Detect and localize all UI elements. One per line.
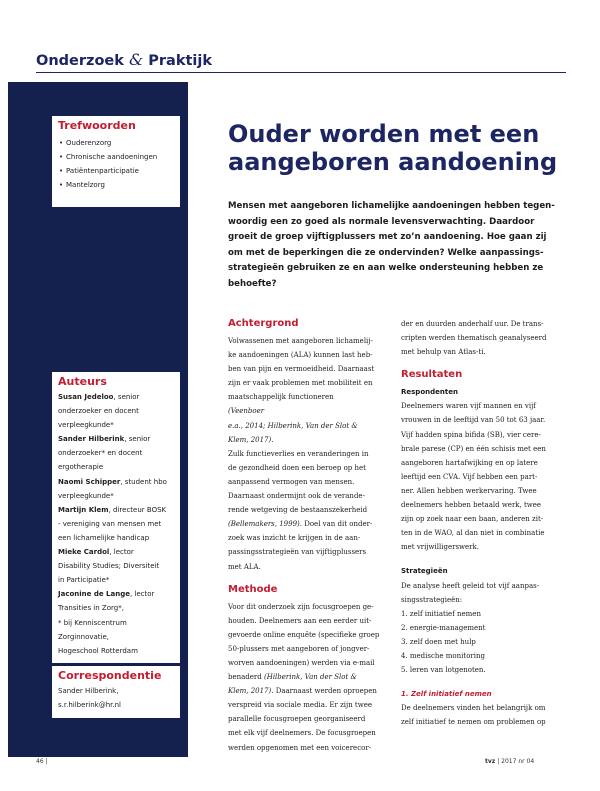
list-item: 2. energie-management — [401, 623, 486, 632]
lead-line: groeit de groep vijftigplussers met zo’n aandoening. Hoe gaan zij — [228, 232, 547, 242]
authors-list — [52, 389, 180, 658]
text-line: zijn op zoek naar een baan, anderen zit- — [401, 515, 544, 524]
text-line: houden. Deelnemers aan een eerder uit- — [228, 616, 372, 625]
text-line: zoek was inzicht te krijgen in de aan- — [228, 534, 361, 543]
column-left — [228, 317, 396, 755]
text-line: ben van pijn en vermoeidheid. Daarnaast — [228, 365, 375, 374]
author-line — [58, 630, 180, 644]
text-line: aanpassend vermogen van mensen. — [228, 477, 355, 486]
author-line — [58, 559, 180, 573]
list-item: 4. medische monitoring — [401, 651, 485, 660]
text-line — [228, 517, 396, 531]
footer-page — [36, 758, 48, 765]
author-role: ergotherapie — [58, 463, 104, 472]
section-title-part2: Praktijk — [148, 53, 213, 69]
text-line: 50-plussers met aangeboren of jongver- — [228, 644, 370, 653]
keywords-title: Trefwoorden — [58, 119, 136, 132]
text-line: singsstrategieën: — [401, 595, 463, 604]
author-line — [58, 601, 180, 615]
text-fragment: Doel van dit onder- — [302, 520, 373, 529]
article-title-line: Ouder worden met een — [228, 120, 540, 148]
text-line: zelf initiatief te nemen om problemen op — [401, 718, 546, 727]
author-line — [58, 404, 180, 418]
text-line — [228, 670, 396, 684]
header-rule — [36, 72, 566, 73]
text-line: verspreid via sociale media. Er zijn twee — [228, 701, 373, 710]
author-line — [58, 616, 180, 630]
strategy-list — [401, 607, 569, 677]
author-role: onderzoeker* en docent — [58, 449, 143, 458]
list-item: 1. zelf initiatief nemen — [401, 609, 481, 618]
text-fragment: benaderd — [228, 673, 264, 682]
section-title — [36, 50, 212, 69]
author-role: verpleegkunde* — [58, 491, 114, 500]
subheading-zelf-initiatief: 1. Zelf initiatief nemen — [401, 690, 492, 699]
text-fragment: Daarnaast werden oproepen — [273, 687, 377, 696]
author-line — [58, 587, 180, 601]
journal-name: tvz — [485, 758, 496, 765]
author-role: , senior — [113, 393, 140, 401]
text-line — [228, 684, 396, 698]
author-role: onderzoeker en docent — [58, 407, 139, 416]
correspondence-lines — [52, 683, 180, 712]
text-line: maatschappelijk functioneren — [228, 393, 334, 402]
author-name: Naomi Schipper — [58, 477, 121, 486]
column-right — [401, 317, 569, 729]
section-title-part1: Onderzoek — [36, 53, 124, 69]
author-line — [58, 446, 180, 460]
author-line — [58, 517, 180, 531]
section-header — [0, 45, 600, 73]
section-title-amp: & — [128, 50, 144, 69]
text-line: Zulk functieverlies en veranderingen in — [228, 449, 369, 458]
text-line: Voor dit onderzoek zijn focusgroepen ge- — [228, 602, 374, 611]
lead-line: strategieën gebruiken ze en aan welke ondersteuning hebben ze — [228, 263, 544, 273]
author-line — [58, 418, 180, 432]
list-item: 5. leren van lotgenoten. — [401, 666, 486, 675]
zelf-initiatief-paragraph — [401, 701, 569, 729]
keyword-item: • Patiëntenparticipatie — [59, 164, 180, 178]
author-name: Sander Hilberink — [58, 435, 125, 444]
subheading-respondenten: Respondenten — [401, 388, 458, 397]
author-role: Zorginnovatie, — [58, 632, 110, 641]
article-lead — [228, 199, 568, 292]
lead-line: woordig een zo goed als normale levensverwachting. Daardoor — [228, 216, 535, 227]
text-line: werden opgenomen met een voicerecor- — [228, 743, 372, 752]
text-line: rende wetgeving de bestaanszekerheid — [228, 506, 368, 515]
keyword-item: • Mantelzorg — [59, 178, 180, 192]
text-line: ten in de WAO, al dan niet in combinatie — [401, 529, 545, 538]
text-line: gevoerde online enquête (specifieke groep — [228, 630, 380, 639]
heading-achtergrond: Achtergrond — [228, 318, 299, 329]
correspondence-email: s.r.hilberink@hr.nl — [58, 701, 121, 710]
text-line: zijn er vaak problemen met mobiliteit en — [228, 379, 373, 388]
authors-title: Auteurs — [58, 375, 107, 388]
author-line — [58, 475, 180, 489]
author-role: * bij Kenniscentrum — [58, 618, 127, 627]
text-line — [228, 419, 396, 433]
methode-paragraph-end — [228, 698, 396, 754]
text-line — [228, 404, 396, 418]
heading-resultaten: Resultaten — [401, 369, 463, 381]
authors-box — [52, 372, 180, 663]
text-line: ke aandoeningen (ALA) kunnen last heb- — [228, 351, 373, 360]
citation: (Veenboer — [228, 407, 265, 416]
text-line: brale parese (CP) en één schisis met een — [401, 444, 546, 453]
methode-paragraph — [228, 600, 396, 670]
text-line: Daarnaast ondermijnt ook de verande- — [228, 492, 365, 501]
author-line — [58, 531, 180, 545]
author-role: Transities in Zorg*, — [58, 604, 124, 613]
author-role: Disability Studies; Diversiteit — [58, 562, 160, 571]
author-role: verpleegkunde* — [58, 421, 114, 430]
author-name: Susan Jedeloo — [58, 393, 114, 401]
citation: (Bellemakers, 1999). — [228, 520, 302, 529]
strategieen-paragraph — [401, 579, 569, 607]
lead-line: behoefte? — [228, 278, 277, 289]
text-line: met ALA. — [228, 562, 261, 571]
text-line: deelnemers hebben betaald werk, twee — [401, 501, 542, 510]
footer-separator: | — [45, 758, 48, 765]
text-line: met vrijwilligerswerk. — [401, 543, 479, 552]
text-line: parallelle focusgroepen georganiseerd — [228, 715, 366, 724]
footer-journal — [485, 758, 534, 765]
correspondence-name: Sander Hilberink, — [58, 687, 119, 695]
text-line: der en duurden anderhalf uur. De trans- — [401, 320, 544, 328]
author-role: , senior — [124, 435, 151, 444]
respondenten-paragraph — [401, 399, 569, 554]
keyword-item: • Ouderenzorg — [59, 136, 180, 150]
author-role: , directeur BOSK — [108, 505, 167, 514]
achtergrond-paragraph-2 — [228, 447, 396, 517]
text-line: met elk vijf deelnemers. De focusgroepen — [228, 729, 376, 738]
achtergrond-paragraph-2-end — [228, 531, 396, 573]
text-line: leeftijd een CVA. Vijf hebben een part- — [401, 472, 538, 481]
author-line — [58, 489, 180, 503]
footer-separator: | — [497, 758, 500, 765]
author-role: , lector — [129, 590, 155, 599]
article-title-line: aangeboren aandoening — [228, 148, 558, 176]
author-role: - vereniging van mensen met — [58, 519, 162, 528]
author-role: , lector — [109, 548, 134, 557]
author-line — [58, 573, 180, 587]
author-line — [58, 390, 180, 404]
journal-issue: 2017 nr 04 — [501, 758, 535, 765]
citation: Klem, 2017). — [228, 435, 274, 444]
page-number: 46 — [36, 758, 44, 765]
correspondence-box — [52, 666, 180, 718]
author-role: Hogeschool Rotterdam — [58, 646, 138, 655]
text-line: De deelnemers vinden het belangrijk om — [401, 704, 546, 713]
text-line: met behulp van Atlas-ti. — [401, 348, 486, 357]
citation: (Hilberink, Van der Slot & — [263, 673, 357, 682]
author-name: Martijn Klem — [58, 505, 109, 514]
article-title — [228, 120, 588, 176]
text-line: vrouwen in de leeftijd van 50 tot 63 jaar. — [401, 416, 546, 425]
author-role: een lichamelijke handicap — [58, 533, 150, 542]
text-line: worven aandoeningen) werden via e-mail — [228, 658, 375, 667]
keyword-item: • Chronische aandoeningen — [59, 150, 180, 164]
citation: Klem, 2017). — [228, 687, 274, 696]
heading-methode: Methode — [228, 583, 278, 595]
lead-line: Mensen met aangeboren lichamelijke aandoeningen hebben tegen- — [228, 201, 555, 211]
author-line — [58, 432, 180, 446]
text-line: ner. Allen hebben werkervaring. Twee — [401, 486, 537, 495]
author-name: Mieke Cardol — [58, 548, 110, 557]
methode-continuation — [401, 317, 569, 359]
author-line — [58, 644, 180, 658]
author-line — [58, 503, 180, 517]
author-line — [58, 545, 180, 559]
author-name: Jaconine de Lange — [58, 590, 130, 599]
author-role: in Participatie* — [58, 576, 110, 585]
text-line: de gezondheid doen een beroep op het — [228, 463, 366, 472]
author-role: , student hbo — [120, 477, 167, 486]
text-line: cripten werden thematisch geanalyseerd — [401, 334, 547, 343]
text-line — [228, 433, 396, 447]
text-line: Deelnemers waren vijf mannen en vijf — [401, 402, 536, 411]
text-line: Vijf hadden spina bifida (SB), vier cere- — [401, 430, 541, 439]
list-item: 3. zelf doen met hulp — [401, 637, 476, 646]
text-line: Volwassenen met aangeboren lichamelij- — [228, 337, 373, 345]
text-line: De analyse heeft geleid tot vijf aanpas- — [401, 581, 540, 590]
keywords-list — [52, 133, 180, 192]
lead-line: om met de beperkingen die ze ondervinden? Welke aanpassings- — [228, 247, 544, 258]
text-line: aangeboren hartafwijking en op latere — [401, 458, 538, 467]
keywords-box — [52, 116, 180, 207]
text-line: passingsstrategieën van vijftigplussers — [228, 548, 367, 557]
citation: e.a., 2014; Hilberink, Van der Slot & — [228, 421, 358, 430]
achtergrond-paragraph-1 — [228, 334, 396, 404]
author-line — [58, 460, 180, 474]
correspondence-title: Correspondentie — [58, 669, 162, 682]
subheading-strategieen: Strategieën — [401, 567, 448, 576]
